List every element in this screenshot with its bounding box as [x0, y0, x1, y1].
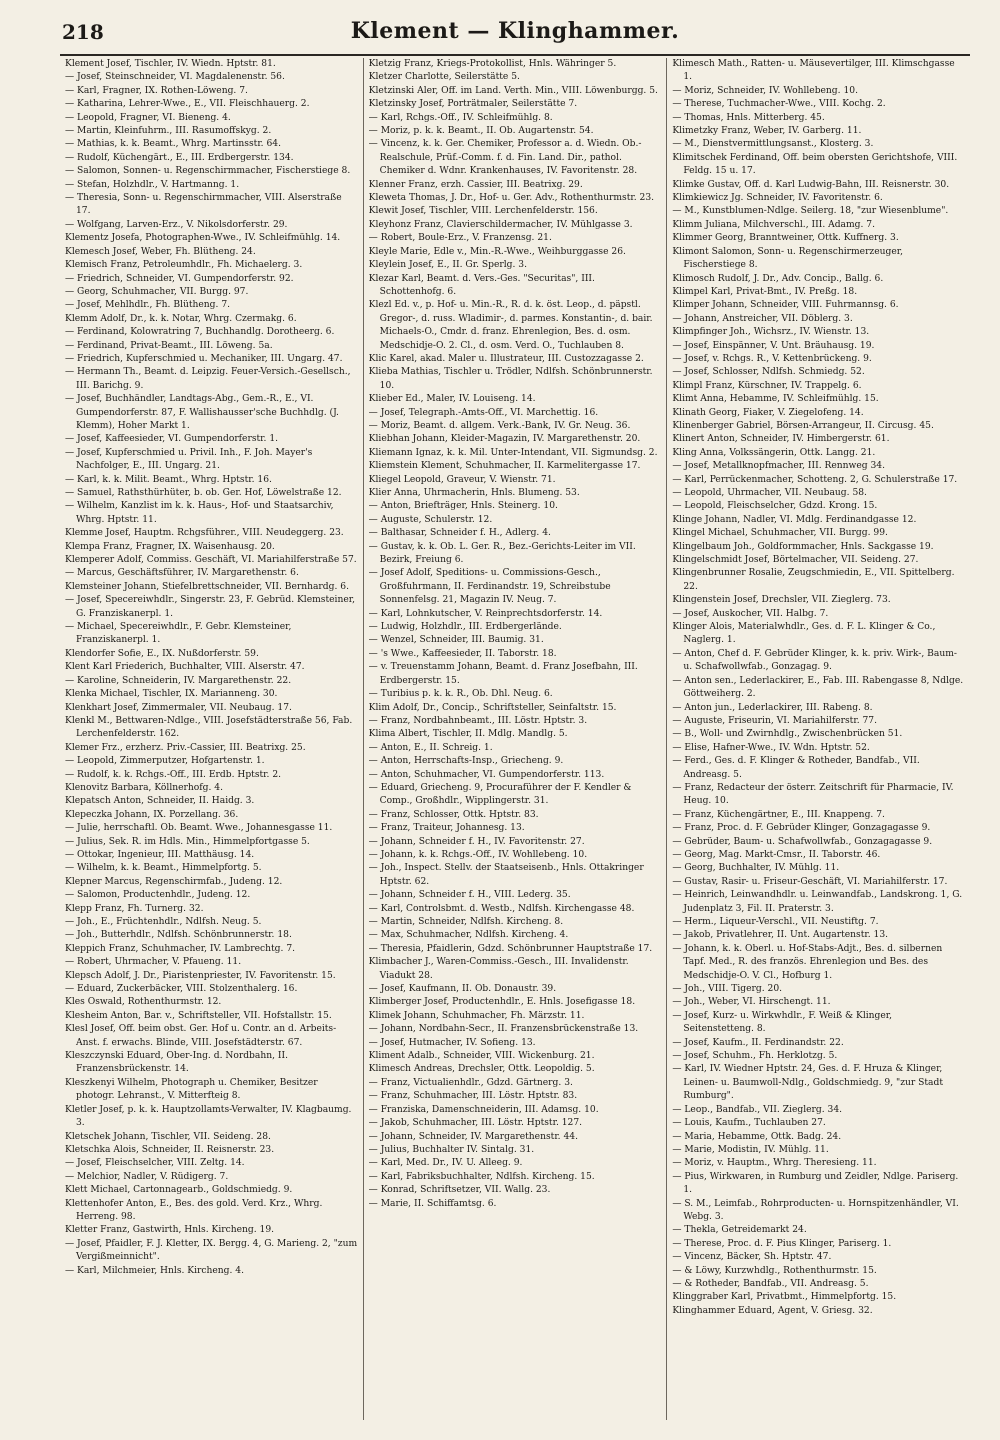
directory-entry: — Johann, Schneider f. H., VIII. Lederg. 35. — [368, 890, 571, 901]
directory-entry: Klepp Franz, Fh. Turnerg. 32. — [65, 903, 204, 914]
directory-entry: Klimper Johann, Schneider, VIII. Fuhrmannsg. 6. — [672, 300, 899, 311]
directory-entry: Kletler Josef, p. k. k. Hauptzollamts-Verwalter, IV. Klagbaumg. 3. — [65, 1104, 352, 1129]
directory-entry: — Ferd., Ges. d. F. Klinger & Rotheder, Bandfab., VII. Andreasg. 5. — [672, 756, 920, 780]
directory-entry: Klima Albert, Tischler, II. Mdlg. Mandlg. 5. — [368, 729, 568, 740]
directory-entry: — Anton, Chef d. F. Gebrüder Klinger, k. k. priv. Wirk-, Baum- u. Schafwollwfab., Gonzagag. 9. — [672, 648, 957, 673]
directory-entry: Klinggraber Karl, Privatbmt., Himmelpfortg. 15. — [672, 1292, 897, 1303]
directory-entry: Kleweta Thomas, J. Dr., Hof- u. Ger. Adv., Rothenthurmstr. 23. — [368, 193, 655, 204]
directory-entry: — Julius, Sek. R. im Hdls. Min., Himmelpfortgasse 5. — [65, 836, 310, 847]
directory-entry: — Josef, Pfaidler, F. J. Kletter, IX. Bergg. 4, G. Marieng. 2, "zum Vergißmeinnicht". — [65, 1238, 358, 1263]
directory-entry: — Vincenz, k. k. Ger. Chemiker, Professor a. d. Wiedn. Ob.-Realschule, Prüf.-Comm. f. d. Fin. Land. Dir., pathol. Chemiker d. Wdnr. Krankenhauses, IV. Favoritenstr. 28. — [368, 139, 642, 177]
directory-entry: — Leopold, Fragner, VI. Bieneng. 4. — [65, 112, 231, 123]
directory-entry: — Karl, k. k. Milit. Beamt., Whrg. Hptstr. 16. — [65, 474, 272, 485]
directory-entry: Klenner Franz, erzh. Cassier, III. Beatrixg. 29. — [368, 179, 583, 190]
directory-entry: — Franz, Proc. d. F. Gebrüder Klinger, Gonzagagasse 9. — [672, 823, 931, 834]
directory-entry: — Wilhelm, Kanzlist im k. k. Haus-, Hof- und Staatsarchiv, Whrg. Hptstr. 11. — [65, 501, 334, 525]
directory-entry: — Friedrich, Kupferschmied u. Mechaniker, III. Ungarg. 47. — [65, 353, 343, 364]
directory-entry: Klett Michael, Cartonnagearb., Goldschmiedg. 9. — [65, 1185, 293, 1196]
directory-entry: Klimek Johann, Schuhmacher, Fh. Märzstr. 11. — [368, 1010, 585, 1021]
directory-entry: — Josef, Schuhm., Fh. Herklotzg. 5. — [672, 1051, 838, 1062]
directory-entry: — Leopold, Zimmerputzer, Hofgartenstr. 1. — [65, 756, 265, 767]
directory-entry: Kletter Franz, Gastwirth, Hnls. Kircheng. 19. — [65, 1225, 275, 1236]
directory-entry: — Louis, Kaufm., Tuchlauben 27. — [672, 1118, 826, 1129]
directory-entry: Kletschka Alois, Schneider, II. Reisnerstr. 23. — [65, 1144, 275, 1155]
directory-entry: — Salomon, Productenhdlr., Judeng. 12. — [65, 890, 251, 901]
directory-entry: — Gebrüder, Baum- u. Schafwollwfab., Gonzagagasse 9. — [672, 836, 933, 847]
directory-entry: — Thekla, Getreidemarkt 24. — [672, 1225, 807, 1236]
directory-entry: — Turibius p. k. k. R., Ob. Dhl. Neug. 6. — [368, 689, 553, 700]
directory-entry: Klic Karel, akad. Maler u. Illustrateur, III. Custozzagasse 2. — [368, 353, 644, 364]
directory-entry: — Josef, Buchhändler, Landtags-Abg., Gem.-R., E., VI. Gumpendorferstr. 87, F. Wallishausser'sche Buchhdlg. (J. Klemm), Hoher Markt 1. — [65, 394, 339, 431]
directory-entry: Klinert Anton, Schneider, IV. Himbergerstr. 61. — [672, 434, 890, 445]
directory-entry: — Hermann Th., Beamt. d. Leipzig. Feuer-Versich.-Gesellsch., III. Barichg. 9. — [65, 367, 351, 391]
directory-entry: — Karl, Lohnkutscher, V. Reinprechtsdorferstr. 14. — [368, 608, 603, 619]
directory-entry: — Gustav, k. k. Ob. L. Ger. R., Bez.-Gerichts-Leiter im VII. Bezirk, Freiung 6. — [368, 541, 636, 566]
directory-entry: — Moriz, Beamt. d. allgem. Verk.-Bank, IV. Gr. Neug. 36. — [368, 420, 631, 431]
directory-entry: — Michael, Specereiwhdlr., F. Gebr. Klemsteiner, Franziskanerpl. 1. — [65, 622, 292, 646]
directory-entry: Kletzig Franz, Kriegs-Protokollist, Hnls. Währinger 5. — [368, 59, 617, 69]
directory-entry: Klingenbrunner Rosalie, Zeugschmiedin, E., VII. Spittelberg. 22. — [672, 568, 955, 592]
directory-entry: — Eduard, Griecheng. 9, Procuraführer der F. Kendler & Comp., Großhdlr., Wipplingerstr. 31. — [368, 782, 632, 807]
directory-entry: Klinath Georg, Fiaker, V. Ziegelofeng. 14. — [672, 407, 864, 418]
directory-entry: Klenkhart Josef, Zimmermaler, VII. Neubaug. 17. — [65, 702, 292, 713]
directory-entry: — Joh., VIII. Tigerg. 20. — [672, 984, 783, 995]
directory-entry: — Anton, Schuhmacher, VI. Gumpendorferstr. 113. — [368, 769, 605, 780]
directory-entry: — Eduard, Zuckerbäcker, VIII. Stolzenthalerg. 16. — [65, 984, 298, 995]
directory-entry: — Karl, Perrückenmacher, Schotteng. 2, G. Schulerstraße 17. — [672, 474, 958, 485]
directory-entry: — Karl, Controlsbmt. d. Westb., Ndlfsh. Kirchengasse 48. — [368, 903, 635, 914]
directory-entry: Kleppich Franz, Schuhmacher, IV. Lambrechtg. 7. — [65, 943, 296, 954]
directory-entry: Klepsch Adolf, J. Dr., Piaristenpriester, IV. Favoritenstr. 15. — [65, 970, 336, 981]
directory-entry: Klemm Adolf, Dr., k. k. Notar, Whrg. Czermakg. 6. — [65, 313, 297, 324]
directory-entry: — Franz, Traiteur, Johannesg. 13. — [368, 823, 525, 834]
directory-entry: Klim Adolf, Dr., Concip., Schriftsteller, Seinfaltstr. 15. — [368, 702, 617, 713]
directory-entry: — Pius, Wirkwaren, in Rumburg und Zeidler, Ndlge. Pariserg. 1. — [672, 1171, 959, 1196]
directory-entry: — Georg, Mag. Markt-Cmsr., II. Taborstr. 46. — [672, 849, 881, 860]
directory-entry: — Leopold, Fleischselcher, Gdzd. Krong. 15. — [672, 501, 878, 512]
directory-entry: — Josef, Kaufmann, II. Ob. Donaustr. 39. — [368, 984, 557, 995]
directory-entry: Klinge Johann, Nadler, VI. Mdlg. Ferdinandgasse 12. — [672, 514, 917, 525]
directory-entry: Klendorfer Sofie, E., IX. Nußdorferstr. 59. — [65, 648, 259, 659]
directory-entry: Klesheim Anton, Bar. v., Schriftsteller, VII. Hofstallstr. 15. — [65, 1010, 332, 1021]
directory-entry: — & Löwy, Kurzwhdlg., Rothenthurmstr. 15. — [672, 1265, 877, 1276]
directory-entry: — Franz, Küchengärtner, E., III. Knappeng. 7. — [672, 809, 885, 820]
directory-entry: — Rudolf, Küchengärt., E., III. Erdbergerstr. 134. — [65, 152, 294, 163]
directory-entry: — Karl, IV. Wiedner Hptstr. 24, Ges. d. F. Hruza & Klinger, Leinen- u. Baumwoll-Ndlg., Goldschmiedg. 9, "zur Stadt Rumburg". — [672, 1064, 944, 1102]
directory-column-1 — [60, 58, 364, 1420]
directory-entry: — Katharina, Lehrer-Wwe., E., VII. Fleischhauerg. 2. — [65, 99, 310, 110]
page-header — [60, 14, 970, 56]
directory-entry: Klingelbaum Joh., Goldformmacher, Hnls. Sackgasse 19. — [672, 541, 934, 552]
directory-entry: Klimesch Math., Ratten- u. Mäusevertilger, III. Klimschgasse 1. — [672, 59, 955, 83]
directory-column-3 — [667, 58, 970, 1420]
directory-entry: Kliment Adalb., Schneider, VIII. Wickenburg. 21. — [368, 1051, 595, 1062]
directory-entry: — Josef, Schlosser, Ndlfsh. Schmiedg. 52. — [672, 367, 865, 378]
directory-entry: — Anton, Briefträger, Hnls. Steinerg. 10. — [368, 501, 558, 512]
directory-entry: — Salomon, Sonnen- u. Regenschirmmacher, Fischerstiege 8. — [65, 166, 351, 177]
directory-entry: — Josef, Telegraph.-Amts-Off., VI. Marchettig. 16. — [368, 407, 599, 418]
directory-entry: — Franz, Victualienhdlr., Gdzd. Gärtnerg. 3. — [368, 1077, 573, 1088]
directory-entry: — Ludwig, Holzhdlr., III. Erdbergerlände. — [368, 622, 562, 633]
directory-entry: — Karl, Milchmeier, Hnls. Kircheng. 4. — [65, 1265, 245, 1276]
directory-entry: — Karl, Fragner, IX. Rothen-Löweng. 7. — [65, 85, 248, 96]
directory-entry: — Josef Adolf, Speditions- u. Commissions-Gesch., Großfuhrmann, II. Ferdinandstr. 19, Schreibstube Sonnenfelsg. 21, Magazin IV. Neug. 7. — [368, 568, 611, 606]
directory-entry: — Anton, E., II. Schreig. 1. — [368, 742, 493, 753]
directory-entry: — Stefan, Holzhdlr., V. Hartmanng. 1. — [65, 179, 240, 190]
directory-entry: — Wenzel, Schneider, III. Baumig. 31. — [368, 635, 544, 646]
directory-entry: Klenka Michael, Tischler, IX. Marianneng. 30. — [65, 689, 278, 700]
directory-entry: — Josef, Kaffeesieder, VI. Gumpendorferstr. 1. — [65, 434, 279, 445]
directory-entry: — Samuel, Rathsthürhüter, b. ob. Ger. Hof, Löwelstraße 12. — [65, 488, 342, 498]
directory-entry: — Ottokar, Ingenieur, III. Matthäusg. 14. — [65, 849, 255, 860]
directory-entry: — Karl, Med. Dr., IV. U. Alleeg. 9. — [368, 1158, 523, 1169]
directory-entry: — Theresia, Pfaidlerin, Gdzd. Schönbrunner Hauptstraße 17. — [368, 943, 653, 954]
directory-entry: — Josef, Metallknopfmacher, III. Rennweg 34. — [672, 461, 886, 472]
directory-entry: Klimpfinger Joh., Wichsrz., IV. Wienstr. 13. — [672, 327, 870, 338]
directory-entry: — Robert, Boule-Erz., V. Franzensg. 21. — [368, 233, 552, 244]
directory-entry: Klinger Alois, Materialwhdlr., Ges. d. F. L. Klinger & Co., Naglerg. 1. — [672, 622, 936, 646]
directory-entry: — Josef, Kurz- u. Wirkwhdlr., F. Weiß & Klinger, Seitenstetteng. 8. — [672, 1010, 893, 1035]
directory-entry: — Moriz, p. k. k. Beamt., II. Ob. Augartenstr. 54. — [368, 126, 594, 137]
directory-entry: — Ferdinand, Privat-Beamt., III. Löweng. 5a. — [65, 340, 273, 351]
directory-entry: Klingelschmidt Josef, Börtelmacher, VII. Seideng. 27. — [672, 555, 919, 566]
directory-entry: Klemesch Josef, Weber, Fh. Blütheng. 24. — [65, 246, 256, 257]
directory-entry: — Josef, Auskocher, VII. Halbg. 7. — [672, 608, 829, 619]
directory-entry: — Therese, Tuchmacher-Wwe., VIII. Kochg. 2. — [672, 99, 886, 110]
directory-entry: Klingel Michael, Schuhmacher, VII. Burgg. 99. — [672, 528, 888, 539]
directory-entry: — Marie, Modistin, IV. Mühlg. 11. — [672, 1144, 829, 1155]
directory-entry: Klimt Anna, Hebamme, IV. Schleifmühlg. 15. — [672, 394, 879, 405]
directory-entry: — Franz, Redacteur der österr. Zeitschrift für Pharmacie, IV. Heug. 10. — [672, 782, 954, 807]
directory-entry: — Gustav, Rasir- u. Friseur-Geschäft, VI. Mariahilferstr. 17. — [672, 876, 948, 887]
directory-entry: — 's Wwe., Kaffeesieder, II. Taborstr. 18. — [368, 648, 557, 659]
directory-entry: — Melchior, Nadler, V. Rüdigerg. 7. — [65, 1171, 229, 1182]
directory-entry: Klepner Marcus, Regenschirmfab., Judeng. 12. — [65, 876, 283, 887]
directory-entry: — Leopold, Uhrmacher, VII. Neubaug. 58. — [672, 488, 867, 498]
page-heading: Klement — Klinghammer. — [350, 18, 680, 44]
directory-entry: — Leop., Bandfab., VII. Zieglerg. 34. — [672, 1104, 843, 1115]
directory-entry: Klimmer Georg, Branntweiner, Ottk. Kuffnerg. 3. — [672, 233, 899, 244]
directory-entry: — Friedrich, Schneider, VI. Gumpendorferstr. 92. — [65, 273, 294, 284]
directory-entry: — Josef, Hutmacher, IV. Sofieng. 13. — [368, 1037, 536, 1048]
directory-entry: — Joh., Butterhdlr., Ndlfsh. Schönbrunnerstr. 18. — [65, 930, 292, 941]
directory-entry: Klemsteiner Johann, Stiefelbrettschneider, VII. Bernhardg. 6. — [65, 581, 349, 592]
directory-entry: Klimberger Josef, Productenhdlr., E. Hnls. Josefigasse 18. — [368, 997, 636, 1008]
directory-entry: Klementz Josefa, Photographen-Wwe., IV. Schleifmühlg. 14. — [65, 233, 341, 244]
directory-entry: Klezl Ed. v., p. Hof- u. Min.-R., R. d. k. öst. Leop., d. päpstl. Gregor-, d. russ. Wladimir-, d. parmes. Konstantin-, d. bair. Michaels-O., Cmdr. d. franz. Ehrenlegion, Bes. d. osm. Medschidje-O. 2. Cl., d. osm. Verd. O., Tuchlauben 8. — [368, 300, 653, 351]
directory-entry: — Franz, Nordbahnbeamt., III. Löstr. Hptstr. 3. — [368, 715, 588, 726]
directory-entry: — Johann, k. k. Rchgs.-Off., IV. Wohllebeng. 10. — [368, 849, 588, 860]
directory-entry: — B., Woll- und Zwirnhdlg., Zwischenbrücken 51. — [672, 729, 903, 740]
directory-entry: — Karoline, Schneiderin, IV. Margarethenstr. 22. — [65, 675, 292, 686]
directory-entry: Kleszkenyi Wilhelm, Photograph u. Chemiker, Besitzer photogr. Lehranst., V. Mitterfteig 8. — [65, 1077, 318, 1102]
directory-entry: — Auguste, Schulerstr. 12. — [368, 514, 493, 525]
directory-entry: Klimetzky Franz, Weber, IV. Garberg. 11. — [672, 126, 862, 137]
directory-entry: Kleylein Josef, E., II. Gr. Sperlg. 3. — [368, 260, 528, 271]
directory-entry: — Josef, Specereiwhdlr., Singerstr. 23, F. Gebrüd. Klemsteiner, G. Franziskanerpl. 1. — [65, 595, 355, 619]
directory-entry: — Jakob, Schuhmacher, III. Löstr. Hptstr. 127. — [368, 1118, 583, 1129]
directory-entry: — Johann, Anstreicher, VII. Döblerg. 3. — [672, 313, 853, 324]
directory-entry: — Mathias, k. k. Beamt., Whrg. Martinsstr. 64. — [65, 139, 281, 150]
directory-entry: Klimbacher J., Waren-Commiss.-Gesch., III. Invalidenstr. Viadukt 28. — [368, 957, 629, 981]
directory-entry: — Julius, Buchhalter IV. Sintalg. 31. — [368, 1144, 535, 1155]
directory-entry: — Johann, Schneider, IV. Margarethenstr. 44. — [368, 1131, 578, 1142]
directory-column-2 — [364, 58, 668, 1420]
directory-entry: Klieba Mathias, Tischler u. Trödler, Ndlfsh. Schönbrunnerstr. 10. — [368, 367, 653, 391]
directory-entry: — Balthasar, Schneider f. H., Adlerg. 4. — [368, 528, 551, 539]
directory-entry: Klimpel Karl, Privat-Bmt., IV. Preßg. 18. — [672, 286, 858, 297]
directory-entry: Klemisch Franz, Petroleumhdlr., Fh. Michaelerg. 3. — [65, 260, 303, 271]
directory-entry: Kliemstein Klement, Schuhmacher, II. Karmelitergasse 17. — [368, 461, 641, 472]
directory-entry: Kletzer Charlotte, Seilerstätte 5. — [368, 72, 520, 83]
directory-entry: — Josef, Steinschneider, VI. Magdalenenstr. 56. — [65, 72, 285, 83]
directory-entry: — Wilhelm, k. k. Beamt., Himmelpfortg. 5. — [65, 863, 262, 874]
directory-entry: Klezar Karl, Beamt. d. Vers.-Ges. "Securitas", III. Schottenhofg. 6. — [368, 273, 595, 297]
directory-entry: Klier Anna, Uhrmacherin, Hnls. Blumeng. 53. — [368, 488, 580, 498]
directory-entry: — Marcus, Geschäftsführer, IV. Margarethenstr. 6. — [65, 568, 299, 579]
directory-entry: — Martin, Kleinfuhrm., III. Rasumoffskyg. 2. — [65, 126, 272, 137]
directory-entry: — Georg, Schuhmacher, VII. Burgg. 97. — [65, 286, 249, 297]
directory-entry: — Johann, k. k. Oberl. u. Hof-Stabs-Adjt., Bes. d. silbernen Tapf. Med., R. des französ. Ehrenlegion und Bes. des Medschidje-O. V. Cl., Hofburg 1. — [672, 943, 943, 981]
directory-entry: — Anton jun., Lederlackirer, III. Rabeng. 8. — [672, 702, 873, 713]
directory-entry: Kliegel Leopold, Graveur, V. Wienstr. 71. — [368, 474, 556, 485]
directory-entry: — Josef, Mehlhdlr., Fh. Blütheng. 7. — [65, 300, 231, 311]
directory-entry: Klemperer Adolf, Commiss. Geschäft, VI. Mariahilferstraße 57. — [65, 555, 357, 566]
directory-entry: Klimpl Franz, Kürschner, IV. Trappelg. 6. — [672, 380, 862, 391]
directory-entry: — Therese, Proc. d. F. Pius Klinger, Pariserg. 1. — [672, 1238, 892, 1249]
directory-entry: Klempa Franz, Fragner, IX. Waisenhausg. 20. — [65, 541, 275, 552]
directory-entry: — Ferdinand, Kolowratring 7, Buchhandlg. Dorotheerg. 6. — [65, 327, 335, 338]
directory-entry: — & Rotheder, Bandfab., VII. Andreasg. 5. — [672, 1278, 869, 1289]
directory-entry: — Anton sen., Lederlackirer, E., Fab. III. Rabengasse 8, Ndlge. Göttweiherg. 2. — [672, 675, 964, 700]
directory-entry: — Thomas, Hnls. Mitterberg. 45. — [672, 112, 825, 123]
directory-entry: — M., Kunstblumen-Ndlge. Seilerg. 18, "zur Wiesenblume". — [672, 206, 949, 217]
directory-entry: — Rudolf, k. k. Rchgs.-Off., III. Erdb. Hptstr. 2. — [65, 769, 282, 780]
directory-entry: — Maria, Hebamme, Ottk. Badg. 24. — [672, 1131, 842, 1142]
directory-entry: Kleyle Marie, Edle v., Min.-R.-Wwe., Weihburggasse 26. — [368, 246, 626, 257]
directory-entry: Klewit Josef, Tischler, VIII. Lerchenfelderstr. 156. — [368, 206, 598, 217]
page-number: 218 — [62, 20, 104, 44]
directory-entry: Kleszczynski Eduard, Ober-Ing. d. Nordbahn, II. Franzensbrückenstr. 14. — [65, 1051, 288, 1075]
directory-entry: — Julie, herrschaftl. Ob. Beamt. Wwe., Johannesgasse 11. — [65, 823, 333, 834]
directory-entry: Klement Josef, Tischler, IV. Wiedn. Hptstr. 81. — [65, 59, 276, 69]
directory-entry: Klimosch Rudolf, J. Dr., Adv. Concip., Ballg. 6. — [672, 273, 884, 284]
directory-entry: Kletzinsky Josef, Porträtmaler, Seilerstätte 7. — [368, 99, 578, 110]
directory-entry: Kles Oswald, Rothenthurmstr. 12. — [65, 997, 222, 1008]
directory-entry: Klimesch Andreas, Drechsler, Ottk. Leopoldig. 5. — [368, 1064, 595, 1075]
directory-entry: Klemme Josef, Hauptm. Rchgsführer., VIII. Neudeggerg. 23. — [65, 528, 344, 539]
directory-columns — [60, 58, 970, 1420]
directory-entry: Klenkl M., Bettwaren-Ndlge., VIII. Josefstädterstraße 56, Fab. Lerchenfelderstr. 162. — [65, 715, 353, 740]
directory-entry: Klesl Josef, Off. beim obst. Ger. Hof u. Contr. an d. Arbeits-Anst. f. erwachs. Blinde, VIII. Josefstädterstr. 67. — [65, 1024, 337, 1048]
directory-entry: — Franz, Schlosser, Ottk. Hptstr. 83. — [368, 809, 539, 820]
directory-entry: Klepatsch Anton, Schneider, II. Haidg. 3. — [65, 796, 255, 807]
directory-entry: Klimont Salomon, Sonn- u. Regenschirmerzeuger, Fischerstiege 8. — [672, 246, 904, 271]
directory-entry: — Franz, Schuhmacher, III. Löstr. Hptstr. 83. — [368, 1091, 578, 1102]
directory-entry: — Johann, Schneider f. H., IV. Favoritenstr. 27. — [368, 836, 585, 847]
directory-entry: — Max, Schuhmacher, Ndlfsh. Kircheng. 4. — [368, 930, 569, 941]
directory-entry: — Josef, Einspänner, V. Unt. Bräuhausg. 19. — [672, 340, 875, 351]
directory-entry: — Anton, Herrschafts-Insp., Griecheng. 9. — [368, 756, 564, 767]
directory-entry: — Jakob, Privatlehrer, II. Unt. Augartenstr. 13. — [672, 930, 889, 941]
directory-entry: — Auguste, Friseurin, VI. Mariahilferstr. 77. — [672, 715, 878, 726]
directory-entry: Kletzinski Aler, Off. im Land. Verth. Min., VIII. Löwenburgg. 5. — [368, 85, 658, 96]
directory-entry: — Vincenz, Bäcker, Sh. Hptstr. 47. — [672, 1252, 832, 1263]
directory-entry: Klettenhofer Anton, E., Bes. des gold. Verd. Krz., Whrg. Herreng. 98. — [65, 1198, 323, 1222]
directory-entry: Klent Karl Friederich, Buchhalter, VIII. Alserstr. 47. — [65, 662, 305, 673]
directory-entry: — Wolfgang, Larven-Erz., V. Nikolsdorferstr. 29. — [65, 219, 288, 230]
directory-entry: Kleyhonz Franz, Clavierschildermacher, IV. Mühlgasse 3. — [368, 219, 633, 230]
directory-entry: — Martin, Schneider, Ndlfsh. Kircheng. 8. — [368, 917, 564, 927]
directory-entry: — Elise, Hafner-Wwe., IV. Wdn. Hptstr. 52. — [672, 742, 870, 753]
directory-entry: — Konrad, Schriftsetzer, VII. Wallg. 23. — [368, 1185, 551, 1196]
directory-entry: — Josef, Fleischselcher, VIII. Zeltg. 14. — [65, 1158, 245, 1169]
directory-entry: Klemer Frz., erzherz. Priv.-Cassier, III. Beatrixg. 25. — [65, 742, 306, 753]
directory-entry: — Marie, II. Schiffamtsg. 6. — [368, 1198, 497, 1209]
directory-entry: — Georg, Buchhalter, IV. Mühlg. 11. — [672, 863, 840, 874]
directory-entry: Klinenberger Gabriel, Börsen-Arrangeur, II. Circusg. 45. — [672, 420, 934, 431]
directory-entry: — Robert, Uhrmacher, V. Pfaueng. 11. — [65, 957, 242, 968]
directory-entry: — Josef, Kupferschmied u. Privil. Inh., F. Joh. Mayer's Nachfolger, E., III. Ungarg. 21. — [65, 447, 313, 472]
directory-entry: — Herm., Liqueur-Verschl., VII. Neustiftg. 7. — [672, 917, 879, 927]
directory-entry: — Josef, v. Rchgs. R., V. Kettenbrückeng. 9. — [672, 353, 872, 364]
directory-entry: — Moriz, Schneider, IV. Wohllebeng. 10. — [672, 85, 858, 96]
directory-entry: Klieber Ed., Maler, IV. Louiseng. 14. — [368, 394, 536, 405]
directory-entry: Klepeczka Johann, IX. Porzellang. 36. — [65, 809, 239, 820]
directory-entry: Klenovitz Barbara, Köllnerhofg. 4. — [65, 782, 223, 793]
directory-entry: Klinghammer Eduard, Agent, V. Griesg. 32. — [672, 1305, 873, 1316]
directory-entry: Kliebhan Johann, Kleider-Magazin, IV. Margarethenstr. 20. — [368, 434, 641, 445]
directory-entry: Kling Anna, Volkssängerin, Ottk. Langg. 21. — [672, 447, 876, 458]
directory-entry: Klimm Juliana, Milchverschl., III. Adamg. 7. — [672, 219, 875, 230]
directory-entry: — Joh., Inspect. Stellv. der Staatseisenb., Hnls. Ottakringer Hptstr. 62. — [368, 863, 644, 887]
directory-entry: Klimke Gustav, Off. d. Karl Ludwig-Bahn, III. Reisnerstr. 30. — [672, 179, 950, 190]
directory-entry: — Moriz, v. Hauptm., Whrg. Theresieng. 11. — [672, 1158, 877, 1169]
directory-entry: Kletschek Johann, Tischler, VII. Seideng. 28. — [65, 1131, 271, 1142]
directory-entry: Kliemann Ignaz, k. k. Mil. Unter-Intendant, VII. Sigmundsg. 2. — [368, 447, 658, 458]
directory-entry: — Josef, Kaufm., II. Ferdinandstr. 22. — [672, 1037, 844, 1048]
directory-entry: — Johann, Nordbahn-Secr., II. Franzensbrückenstraße 13. — [368, 1024, 639, 1035]
directory-entry: — S. M., Leimfab., Rohrproducten- u. Hornspitzenhändler, VI. Webg. 3. — [672, 1198, 959, 1222]
directory-entry: Klingenstein Josef, Drechsler, VII. Zieglerg. 73. — [672, 595, 891, 606]
directory-entry: — Karl, Rchgs.-Off., IV. Schleifmühlg. 8. — [368, 112, 553, 123]
directory-entry: — Franziska, Damenschneiderin, III. Adamsg. 10. — [368, 1104, 599, 1115]
directory-entry: — Karl, Fabriksbuchhalter, Ndlfsh. Kircheng. 15. — [368, 1171, 595, 1182]
directory-entry: — Joh., Weber, VI. Hirschengt. 11. — [672, 997, 831, 1008]
directory-entry: Klimkiewicz Jg. Schneider, IV. Favoritenstr. 6. — [672, 193, 883, 204]
directory-entry: — Theresia, Sonn- u. Regenschirmmacher, VIII. Alserstraße 17. — [65, 193, 342, 217]
directory-entry: — v. Treuenstamm Johann, Beamt. d. Franz Josefbahn, III. Erdbergerstr. 15. — [368, 662, 638, 686]
directory-entry: Klimitschek Ferdinand, Off. beim obersten Gerichtshofe, VIII. Feldg. 15 u. 17. — [672, 152, 958, 177]
directory-entry: — M., Dienstvermittlungsanst., Klosterg. 3. — [672, 139, 874, 150]
directory-entry: — Heinrich, Leinwandhdlr. u. Leinwandfab., Landskrong. 1, G. Judenplatz 3, Fil. II. Praterstr. 3. — [672, 890, 963, 914]
directory-entry: — Joh., E., Früchtenhdlr., Ndlfsh. Neug. 5. — [65, 917, 262, 927]
